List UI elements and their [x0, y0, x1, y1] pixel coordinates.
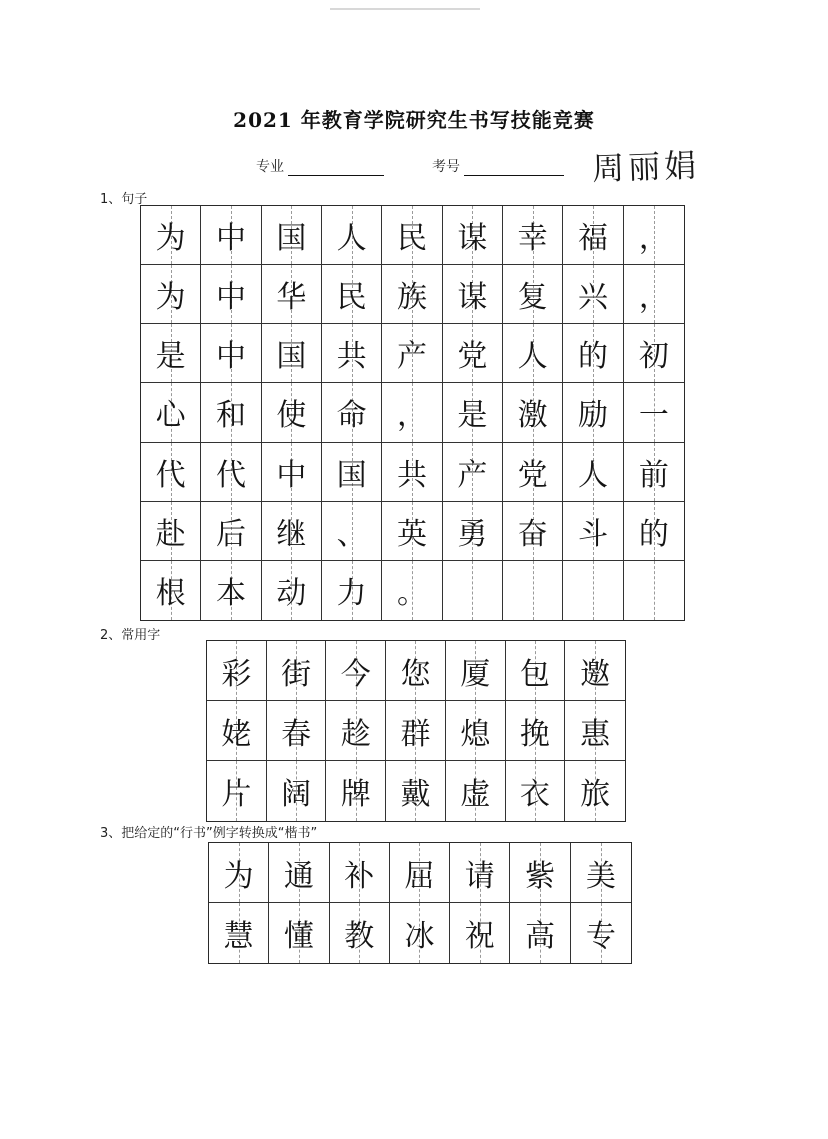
handwritten-character: 是: [457, 398, 488, 434]
grid-cell: [141, 206, 201, 265]
handwritten-character: 的: [638, 516, 669, 552]
grid-cell: [330, 903, 390, 963]
grid-cell: [141, 265, 201, 324]
handwritten-character: 中: [276, 457, 307, 493]
grid-cell: [207, 641, 267, 701]
grid-cell: [565, 641, 625, 701]
grid-cell: [506, 701, 566, 761]
handwritten-character: 奋: [517, 516, 548, 552]
handwritten-character: 。: [396, 576, 427, 612]
handwritten-character: 幸: [517, 221, 548, 257]
handwritten-character: 激: [517, 398, 548, 434]
grid-cell: [506, 641, 566, 701]
handwritten-character: 使: [276, 398, 307, 434]
grid-cell: [141, 324, 201, 383]
scan-edge-mark: [330, 8, 480, 10]
handwritten-character: 补: [344, 858, 375, 894]
handwritten-character: 教: [344, 919, 375, 954]
grid-cell: [624, 561, 684, 620]
grid-cell: [201, 383, 261, 442]
handwritten-character: 谋: [457, 280, 488, 316]
handwritten-character: 党: [457, 339, 488, 375]
handwritten-character: 包: [519, 656, 550, 692]
handwritten-character: 代: [215, 457, 246, 493]
grid-cell: [141, 561, 201, 620]
grid-cell: [503, 502, 563, 561]
grid-cell: [201, 324, 261, 383]
handwritten-character: 中: [215, 339, 246, 375]
grid-cell: [446, 641, 506, 701]
grid-cell: [563, 443, 623, 502]
handwritten-character: 前: [638, 457, 669, 493]
handwritten-character: 赴: [155, 516, 186, 552]
major-blank-line: [288, 161, 384, 176]
grid-cell: [503, 443, 563, 502]
handwritten-character: 党: [517, 457, 548, 493]
grid-cell: [269, 843, 329, 903]
grid-cell: [326, 641, 386, 701]
handwritten-character: 国: [276, 221, 307, 257]
grid-cell: [624, 383, 684, 442]
grid-cell: [565, 701, 625, 761]
grid-cell: [503, 324, 563, 383]
grid-cell: [326, 761, 386, 821]
handwritten-character: ，: [396, 398, 427, 434]
grid-cell: [390, 843, 450, 903]
handwritten-character: 请: [464, 858, 495, 894]
grid-cell: [503, 265, 563, 324]
handwritten-character: 斗: [577, 516, 608, 552]
grid-cell: [624, 324, 684, 383]
handwritten-character: 邀: [580, 656, 611, 692]
handwritten-character: 、: [336, 516, 367, 552]
handwritten-character: 为: [155, 280, 186, 316]
major-label: 专业: [256, 159, 284, 175]
handwritten-character: 一: [638, 398, 669, 434]
handwritten-character: 心: [155, 398, 186, 434]
grid-cell: [382, 561, 442, 620]
grid-cell: [209, 843, 269, 903]
major-field: [256, 156, 384, 176]
handwritten-character: 复: [517, 280, 548, 316]
grid-cell: [141, 443, 201, 502]
handwritten-character: 的: [577, 339, 608, 375]
grid-cell: [322, 502, 382, 561]
handwritten-character: 代: [155, 457, 186, 493]
handwritten-character: 民: [336, 280, 367, 316]
grid-cell: [262, 561, 322, 620]
grid-cell: [563, 502, 623, 561]
handwritten-character: 熄: [460, 716, 491, 752]
grid-cell: [443, 502, 503, 561]
grid-cell: [201, 265, 261, 324]
grid-cell: [563, 324, 623, 383]
page-title: 2021 年教育学院研究生书写技能竞赛: [233, 108, 595, 132]
grid-cell: [201, 502, 261, 561]
grid-cell: [443, 383, 503, 442]
grid-cell: [390, 903, 450, 963]
handwritten-character: 族: [396, 280, 427, 316]
grid-cell: [510, 903, 570, 963]
grid-cell: [386, 701, 446, 761]
handwritten-character: 高: [525, 919, 556, 954]
handwritten-character: 旅: [580, 777, 611, 812]
grid-cell: [624, 443, 684, 502]
grid-cell: [322, 383, 382, 442]
handwritten-character: 英: [396, 516, 427, 552]
handwritten-character: 华: [276, 280, 307, 316]
handwritten-character: 紫: [525, 858, 556, 894]
handwritten-character: 牌: [340, 777, 371, 812]
grid-cell: [571, 843, 631, 903]
grid-cell: [565, 761, 625, 821]
handwritten-character: 厦: [460, 656, 491, 692]
exam-number-field: [432, 156, 564, 176]
grid-cell: [443, 443, 503, 502]
grid-cell: [446, 701, 506, 761]
grid-cell: [201, 206, 261, 265]
handwritten-character: 力: [336, 576, 367, 612]
handwritten-character: ，: [638, 280, 669, 316]
grid-cell: [571, 903, 631, 963]
handwritten-character: 虚: [460, 777, 491, 812]
handwritten-character: 冰: [404, 919, 435, 954]
grid-cell: [141, 502, 201, 561]
grid-cell: [201, 561, 261, 620]
grid-cell: [262, 443, 322, 502]
handwritten-character: 和: [215, 398, 246, 434]
grid-cell: [563, 265, 623, 324]
section-2-label: 2、常用字: [100, 628, 161, 643]
handwritten-character: 屈: [404, 858, 435, 894]
handwritten-character: 共: [336, 339, 367, 375]
handwritten-character: 人: [336, 221, 367, 257]
grid-cell: [450, 843, 510, 903]
handwritten-character: 勇: [457, 516, 488, 552]
handwritten-character: 挽: [519, 716, 550, 752]
sentence-grid: [140, 205, 685, 621]
handwritten-character: 姥: [221, 716, 252, 752]
conversion-grid: [208, 842, 632, 964]
grid-cell: [382, 383, 442, 442]
handwritten-character: 群: [400, 716, 431, 752]
handwritten-character: 祝: [464, 919, 495, 954]
handwritten-character: 中: [215, 221, 246, 257]
grid-cell: [503, 561, 563, 620]
handwritten-name: 周丽娟: [591, 146, 701, 188]
grid-cell: [443, 324, 503, 383]
handwritten-character: 衣: [519, 777, 550, 812]
grid-cell: [267, 761, 327, 821]
grid-cell: [262, 324, 322, 383]
grid-cell: [207, 761, 267, 821]
grid-cell: [262, 502, 322, 561]
handwritten-character: 谋: [457, 221, 488, 257]
grid-cell: [382, 502, 442, 561]
grid-cell: [267, 641, 327, 701]
grid-cell: [450, 903, 510, 963]
exam-number-label: 考号: [432, 159, 460, 175]
grid-cell: [503, 383, 563, 442]
grid-cell: [563, 383, 623, 442]
grid-cell: [510, 843, 570, 903]
handwritten-character: 共: [396, 457, 427, 493]
grid-cell: [269, 903, 329, 963]
handwritten-character: 惠: [580, 716, 611, 752]
grid-cell: [262, 265, 322, 324]
handwritten-character: 彩: [221, 656, 252, 692]
handwritten-character: 今: [340, 656, 371, 692]
grid-cell: [207, 701, 267, 761]
grid-cell: [563, 561, 623, 620]
handwritten-character: 为: [223, 858, 254, 894]
grid-cell: [322, 324, 382, 383]
handwritten-character: 产: [457, 457, 488, 493]
grid-cell: [322, 561, 382, 620]
handwritten-character: 产: [396, 339, 427, 375]
handwritten-character: 懂: [283, 919, 314, 954]
handwritten-character: 初: [638, 339, 669, 375]
grid-cell: [322, 265, 382, 324]
handwritten-character: 专: [585, 919, 616, 954]
handwritten-character: 国: [276, 339, 307, 375]
handwritten-character: 根: [155, 576, 186, 612]
handwritten-character: 为: [155, 221, 186, 257]
grid-cell: [386, 641, 446, 701]
grid-cell: [262, 206, 322, 265]
handwritten-character: 人: [517, 339, 548, 375]
grid-cell: [563, 206, 623, 265]
grid-cell: [624, 206, 684, 265]
handwritten-character: 是: [155, 339, 186, 375]
grid-cell: [209, 903, 269, 963]
handwritten-character: 中: [215, 280, 246, 316]
section-3-label: 3、把给定的“行书”例字转换成“楷书”: [100, 826, 318, 841]
handwritten-character: 阔: [281, 777, 312, 812]
grid-cell: [624, 502, 684, 561]
section-1-label: 1、句子: [100, 192, 148, 207]
grid-cell: [443, 265, 503, 324]
common-characters-grid: [206, 640, 626, 822]
handwritten-character: 兴: [577, 280, 608, 316]
handwritten-character: 本: [215, 576, 246, 612]
grid-cell: [506, 761, 566, 821]
grid-cell: [443, 561, 503, 620]
handwritten-character: 街: [281, 656, 312, 692]
handwritten-character: 国: [336, 457, 367, 493]
handwritten-character: 励: [577, 398, 608, 434]
handwritten-character: 民: [396, 221, 427, 257]
handwritten-character: 通: [283, 858, 314, 894]
grid-cell: [322, 443, 382, 502]
handwritten-character: 春: [281, 716, 312, 752]
grid-cell: [201, 443, 261, 502]
grid-cell: [141, 383, 201, 442]
grid-cell: [386, 761, 446, 821]
grid-cell: [382, 265, 442, 324]
handwritten-character: 您: [400, 656, 431, 692]
grid-cell: [382, 206, 442, 265]
grid-cell: [446, 761, 506, 821]
exam-number-blank-line: [464, 161, 564, 176]
grid-cell: [382, 324, 442, 383]
handwritten-character: 人: [577, 457, 608, 493]
grid-cell: [326, 701, 386, 761]
grid-cell: [503, 206, 563, 265]
grid-cell: [443, 206, 503, 265]
grid-cell: [382, 443, 442, 502]
grid-cell: [624, 265, 684, 324]
handwritten-character: 继: [276, 516, 307, 552]
handwritten-character: 动: [276, 576, 307, 612]
handwritten-character: 片: [221, 777, 252, 812]
handwritten-character: 福: [577, 221, 608, 257]
grid-cell: [262, 383, 322, 442]
handwritten-character: 趁: [340, 716, 371, 752]
handwritten-character: 戴: [400, 777, 431, 812]
handwritten-character: 美: [585, 858, 616, 894]
handwritten-character: 慧: [223, 919, 254, 954]
handwritten-character: 后: [215, 516, 246, 552]
handwritten-character: ，: [638, 221, 669, 257]
handwritten-character: 命: [336, 398, 367, 434]
grid-cell: [267, 701, 327, 761]
grid-cell: [322, 206, 382, 265]
grid-cell: [330, 843, 390, 903]
